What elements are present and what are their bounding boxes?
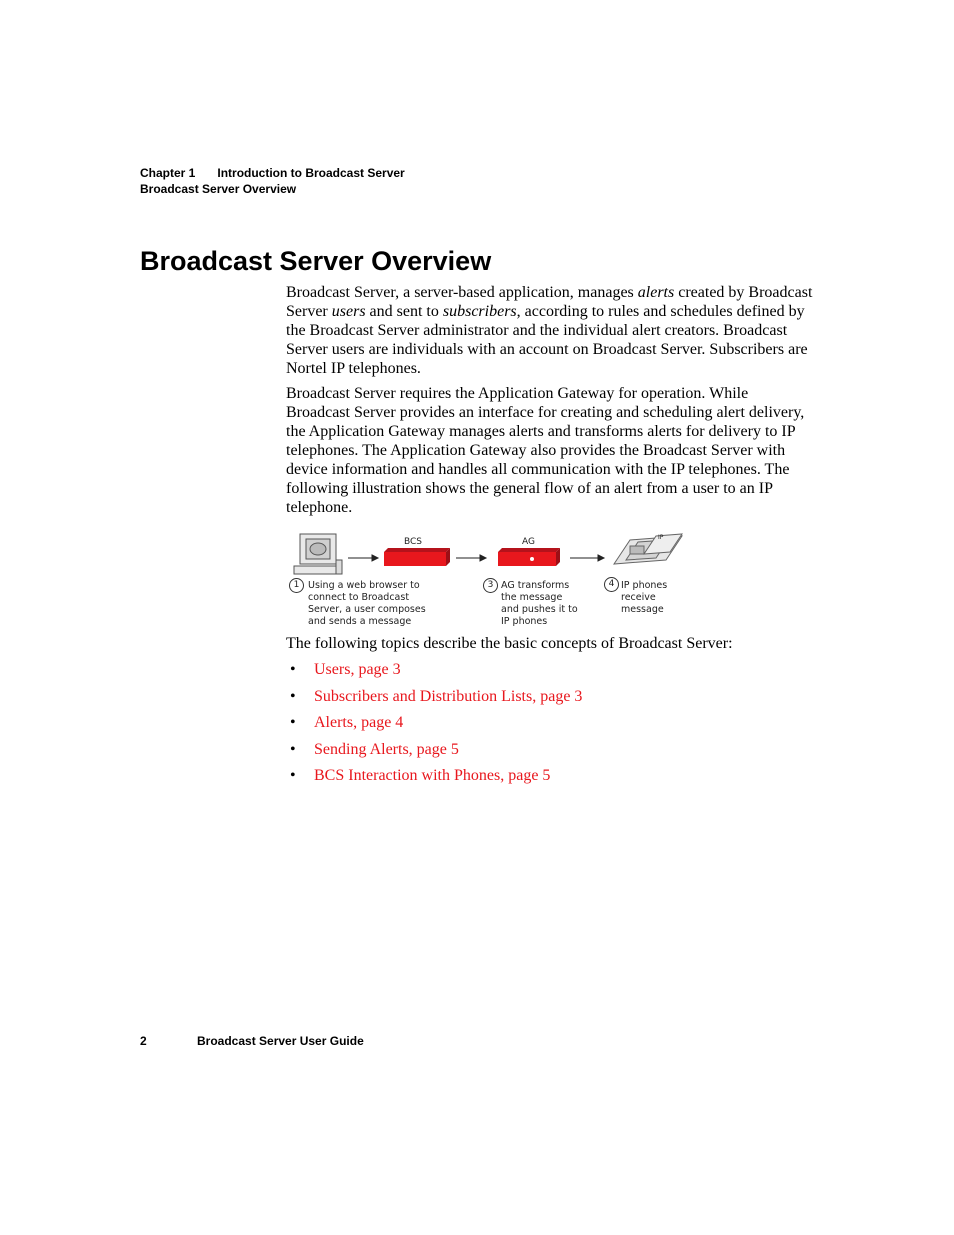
step-3-number: 3 bbox=[483, 578, 498, 593]
arrow-icon bbox=[570, 555, 604, 561]
link-users[interactable]: Users, page 3 bbox=[314, 661, 401, 678]
ip-label: IP bbox=[658, 534, 664, 541]
link-bcs-interaction-phones[interactable]: BCS Interaction with Phones, page 5 bbox=[314, 767, 551, 784]
list-item: • Subscribers and Distribution Lists, page 3 bbox=[290, 687, 583, 705]
gateway-paragraph: Broadcast Server requires the Application Gateway for operation. While Broadcast Server provides an interface for creating and scheduling alert delivery, the Application Gateway manages alerts and transforms alerts for delivery to IP telephones. The Application Gateway also provides the Broadcast Server with device information and handles all communication with the IP telephones. The following illustration shows the general flow of an alert from a user to an IP telephone. bbox=[286, 385, 805, 516]
chapter-title: Introduction to Broadcast Server bbox=[217, 166, 405, 180]
arrow-icon bbox=[456, 555, 486, 561]
bcs-label: BCS bbox=[404, 537, 423, 547]
topics-intro: The following topics describe the basic concepts of Broadcast Server: bbox=[286, 635, 733, 652]
footer-guide-title: Broadcast Server User Guide bbox=[197, 1034, 364, 1048]
ip-phone-icon bbox=[614, 534, 682, 564]
subscribers-term: subscribers bbox=[442, 303, 517, 320]
page-title: Broadcast Server Overview bbox=[140, 246, 492, 276]
running-header-chapter bbox=[140, 165, 405, 181]
computer-icon bbox=[294, 534, 342, 574]
link-sending-alerts[interactable]: Sending Alerts, page 5 bbox=[314, 740, 459, 758]
topic-links-list bbox=[290, 660, 582, 793]
arrow-icon bbox=[348, 555, 378, 561]
intro-paragraph: Broadcast Server, a server-based application, manages alerts created by Broadcast Server users and sent to subscribers, according to rules and schedules defined by the Broadcast Server administrator and the individual alert creators. Broadcast Server users are individuals with an account on Broadcast Server. Subscribers are Nortel IP telephones. bbox=[286, 284, 813, 377]
list-item: • Sending Alerts, page 5 bbox=[290, 740, 459, 758]
ag-label: AG bbox=[522, 537, 535, 547]
step-3-caption: AG transforms the message and pushes it to IP phones bbox=[501, 580, 578, 627]
page-number: 2 bbox=[140, 1034, 147, 1048]
step-1-caption: Using a web browser to connect to Broadcast Server, a user composes and sends a message bbox=[308, 580, 426, 627]
list-item: • Users, page 3 bbox=[290, 661, 401, 678]
link-alerts[interactable]: Alerts, page 4 bbox=[314, 714, 404, 731]
alert-flow-figure bbox=[286, 530, 696, 630]
alerts-term: alerts bbox=[637, 284, 675, 301]
step-4-caption: IP phones receive message bbox=[621, 580, 668, 615]
bcs-server-icon bbox=[384, 548, 450, 566]
list-item: • BCS Interaction with Phones, page 5 bbox=[290, 767, 551, 784]
link-subscribers-distribution-lists[interactable]: Subscribers and Distribution Lists, page 3 bbox=[314, 687, 583, 705]
step-1-number: 1 bbox=[289, 578, 304, 593]
running-header-section: Broadcast Server Overview bbox=[140, 182, 297, 196]
list-item: • Alerts, page 4 bbox=[290, 714, 404, 731]
chapter-label: Chapter 1 bbox=[140, 166, 196, 180]
ag-server-icon bbox=[498, 548, 560, 566]
step-4-number: 4 bbox=[604, 577, 619, 592]
users-term: users bbox=[331, 303, 366, 320]
